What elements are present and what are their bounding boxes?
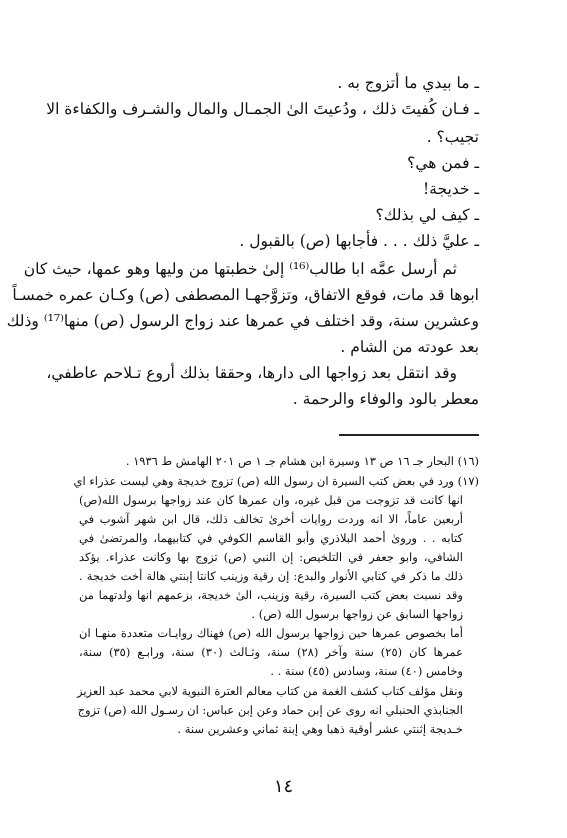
dialogue-line-1: ـ ما بيدي ما أتزوج به . [337, 74, 479, 92]
footnote-17-line-1: (١٧) ورد في بعض كتب السيرة ان رسول الله (ص) تزوج خديجة وهي ليست عذراء اي [73, 474, 479, 488]
page-number: ١٤ [273, 776, 294, 797]
footnote-17-line-9: أما بخصوص عمرها حين زواجها برسول الله (ص) فهناك روايـات متعددة منهـا ان [79, 626, 463, 640]
paragraph-1-line-4: بعد عودته من الشام . [340, 338, 479, 356]
footnote-17-line-7: وقد نسبت بعض كتب السيرة، رقية وزينب، الىٰ خديجة، بزعمهم انها ولدتهما من [79, 588, 463, 602]
paragraph-1-line-1: ثم أرسل عمَّه ابا طالب⁽¹⁶⁾ إلىٰ خطبتها من وليها وهو عمها، حيث كان [23, 260, 457, 278]
dialogue-line-2: ـ فـان كُفيتَ ذلك ، ودُعيتَ الىٰ الجمـال والمال والشـرف والكفاءة الا [46, 100, 479, 118]
paragraph-1-line-3: وعشرين سنة، وقد اختلف في عمرها عند زواج الرسول (ص) منها⁽¹⁷⁾ وذلك [6, 312, 479, 330]
footnote-17-line-8: زواجها السابق عن زواجها برسول الله (ص) . [251, 607, 463, 621]
footnote-17-line-10: عمرها كان (٢٥) سنة وآخر (٢٨) سنة، وثـالث (٣٠) سنة، ورابـع (٣٥) سنة، [79, 645, 463, 659]
dialogue-line-6: ـ كيف لي بذلك؟ [375, 206, 479, 224]
footnote-17-line-14: خـديجة إثنتي عشر أوقية ذهبا وهي إبنة ثماني وعشرين سنة . [177, 722, 463, 736]
footnote-17-line-5: الشافي، وابو جعفر في التلخيص: إن النبي (ص) تزوج بها وكانت عذراء. يؤكد [79, 550, 463, 564]
footnote-17-line-13: الجنابذي الحنبلي انه روى عن إبن حماد وعن إبن عباس: ان رسـول الله (ص) تزوج [77, 703, 463, 717]
footnote-17-line-2: انها كانت قد تزوجت من قبل غيره، وان عمرها كان عند زواجها برسول الله(ص) [79, 493, 463, 507]
dialogue-line-3: تجيب؟ . [426, 128, 479, 146]
paragraph-2-line-1: وقد انتقل بعد زواجها الى دارها، وحققا بذلك أروع تـلاحم عاطفي، [46, 364, 457, 382]
footnote-16: (١٦) البحار جـ ١٦ ص ١٣ وسيرة ابن هشام جـ ١ ص ٢٠١ الهامش ط ١٩٣٦ . [125, 454, 479, 468]
dialogue-line-4: ـ فمن هي؟ [407, 154, 479, 172]
footnote-17-line-4: كتابه . . وروىٰ أحمد البلاذري وأبو القاسم الكوفي في كتابيهما، والمرتضىٰ في [79, 531, 463, 545]
footnote-separator [339, 434, 479, 436]
footnote-17-line-11: وخامس (٤٠) سنة، وسادس (٤٥) سنة . . [270, 664, 463, 678]
paragraph-1-line-2: ابوها قد مات، فوقع الاتفاق، وتزوَّجهـا المصطفى (ص) وكـان عمره خمسـاً [12, 286, 479, 304]
footnote-17-line-12: ونقل مؤلف كتاب كشف الغمة من كتاب معالم العترة النبوية لابي محمد عبد العزيز [77, 684, 463, 698]
footnote-17-line-6: ذلك ما ذكر في كتابي الأنوار والبدع: إن رقية وزينب كانتا إبنتي هالة أخت خديجة . [79, 569, 463, 583]
footnote-17-line-3: أربعين عاماً، الا انه وردت روايات أخرىٰ تخالف ذلك، قال ابن شهر آشوب في [79, 512, 463, 526]
dialogue-line-5: ـ خديجة! [422, 180, 479, 198]
paragraph-2-line-2: معطر بالود والوفاء والرحمة . [292, 390, 479, 408]
dialogue-line-7: ـ عليَّ ذلك . . . فأجابها (ص) بالقبول . [239, 232, 479, 250]
